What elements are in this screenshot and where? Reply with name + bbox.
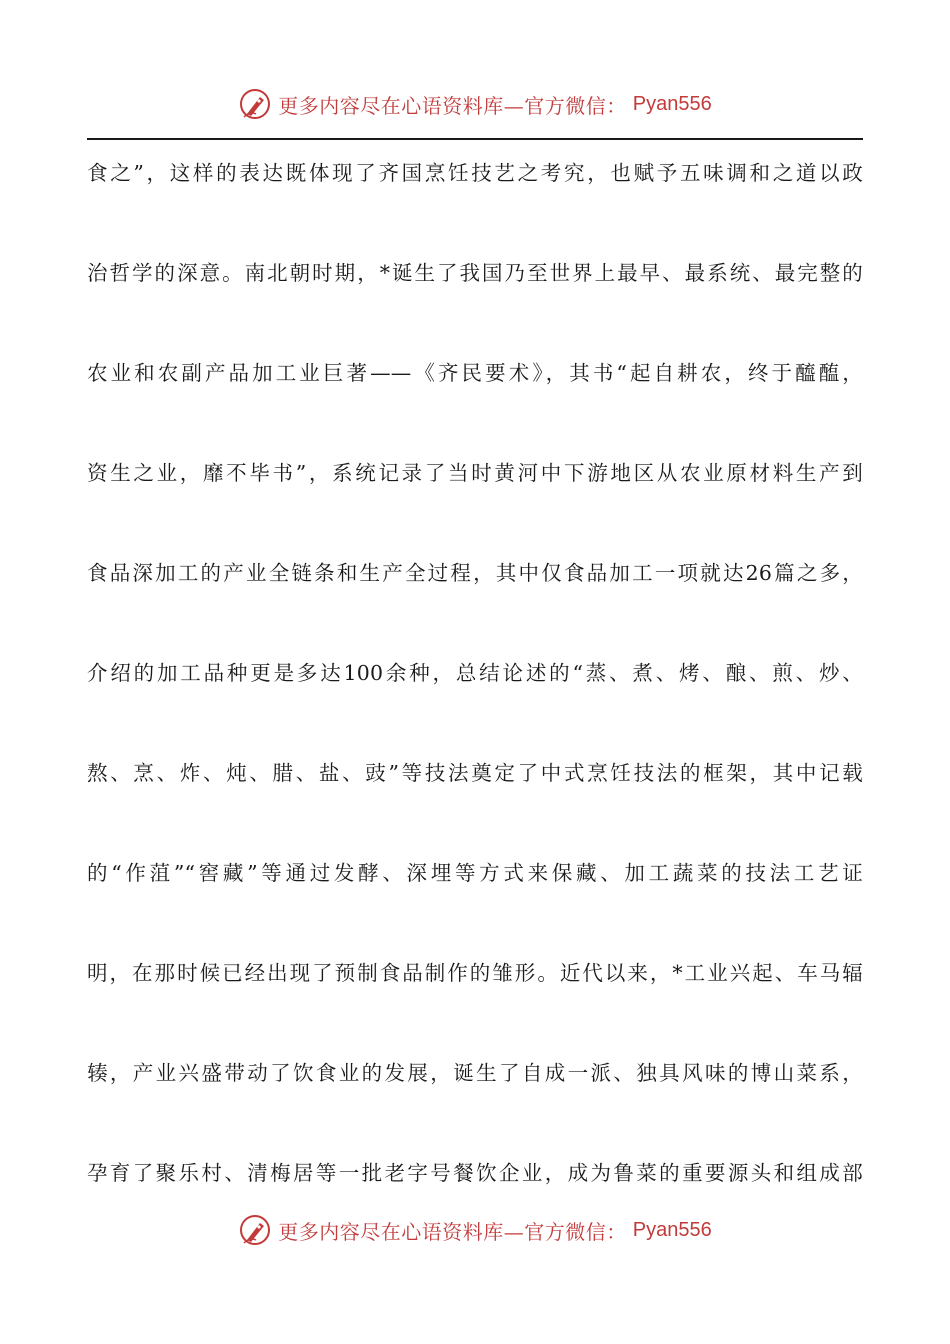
footer-wechat-id: Pyan556 xyxy=(632,1218,712,1241)
text-line xyxy=(87,645,863,745)
header-banner-text: 更多内容尽在心语资料库—官方微信： xyxy=(278,93,627,118)
pen-nib-logo-icon xyxy=(238,87,272,121)
text-line-content: 食之”，这样的表达既体现了齐国烹饪技艺之考究，也赋予五味调和之道以政 xyxy=(87,161,863,185)
page-header-banner xyxy=(0,84,950,124)
text-line xyxy=(87,1045,863,1145)
text-line-content: 辏，产业兴盛带动了饮食业的发展，诞生了自成一派、独具风味的博山菜系， xyxy=(87,1061,863,1085)
text-line xyxy=(87,445,863,545)
header-wechat-id: Pyan556 xyxy=(632,92,712,115)
pen-nib-logo-icon xyxy=(238,1213,272,1247)
text-line-content: 孕育了聚乐村、清梅居等一批老字号餐饮企业，成为鲁菜的重要源头和组成部 xyxy=(87,1161,863,1185)
text-line xyxy=(87,845,863,945)
text-line-content: 资生之业，靡不毕书”，系统记录了当时黄河中下游地区从农业原材料生产到 xyxy=(87,461,863,485)
text-line-content: 农业和农副产品加工业巨著——《齐民要术》，其书“起自耕农，终于醯醢， xyxy=(87,361,863,385)
text-line-content: 治哲学的深意。南北朝时期，*诞生了我国乃至世界上最早、最系统、最完整的 xyxy=(87,261,863,285)
header-divider xyxy=(87,138,863,140)
footer-banner-text: 更多内容尽在心语资料库—官方微信： xyxy=(278,1219,627,1244)
text-line-content: 介绍的加工品种更是多达100余种，总结论述的“蒸、煮、烤、酿、煎、炒、 xyxy=(87,661,863,685)
text-line-content: 食品深加工的产业全链条和生产全过程，其中仅食品加工一项就达26篇之多， xyxy=(87,561,863,585)
text-line xyxy=(87,945,863,1045)
text-line xyxy=(87,145,863,245)
text-line-content: 的“作菹”“窖藏”等通过发酵、深埋等方式来保藏、加工蔬菜的技法工艺证 xyxy=(87,861,863,885)
page-footer-banner xyxy=(0,1210,950,1250)
text-line xyxy=(87,345,863,445)
text-line-content: 明，在那时候已经出现了预制食品制作的雏形。近代以来，*工业兴起、车马辐 xyxy=(87,961,863,985)
text-line xyxy=(87,245,863,345)
text-line xyxy=(87,745,863,845)
text-line xyxy=(87,545,863,645)
document-body xyxy=(87,145,863,1245)
text-line-content: 熬、烹、炸、炖、腊、盐、豉”等技法奠定了中式烹饪技法的框架，其中记载 xyxy=(87,761,863,785)
